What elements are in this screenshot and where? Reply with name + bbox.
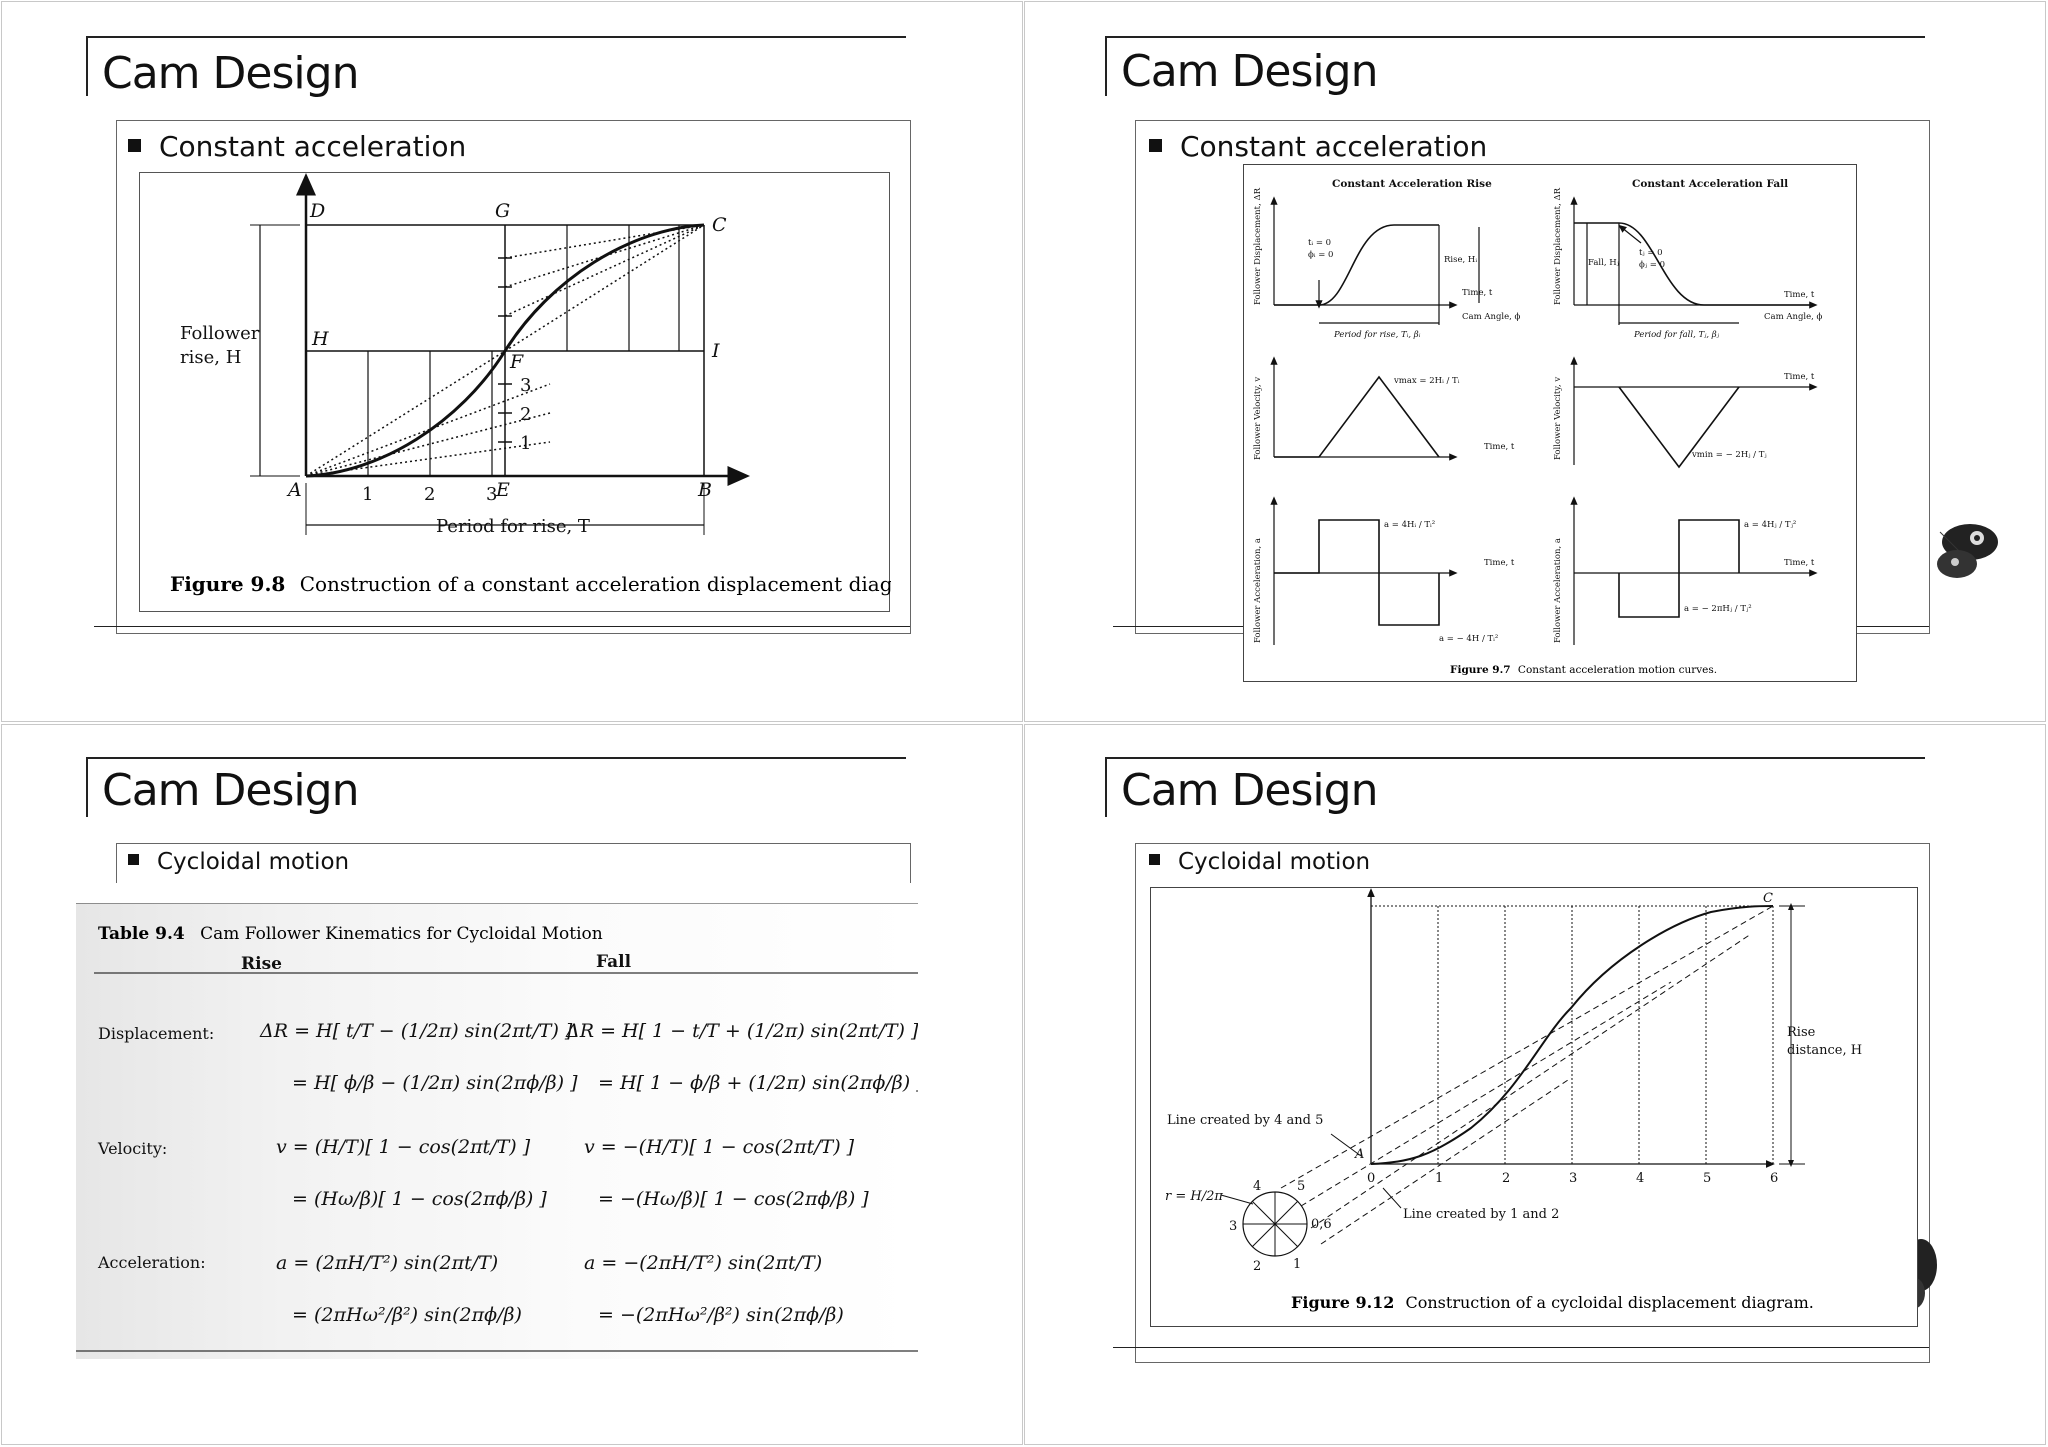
fall-eq-2: = H[ 1 − ϕ/β + (1/2π) sin(2πϕ/β) ] [598,1072,918,1094]
fall-eq-5: a = −(2πH/T²) sin(2πt/T) [584,1252,823,1274]
time-label-1: Time, t [1462,288,1493,298]
rise-eq-1: ΔR = H[ t/T − (1/2π) sin(2πt/T) ] [260,1020,573,1042]
label-a: A [288,479,302,501]
slide-title: Cam Design [102,48,359,99]
row-velocity: Velocity: [98,1139,168,1158]
tick-4: 4 [1636,1171,1645,1186]
label-c: C [712,214,727,236]
bullet-square-icon [128,139,141,152]
title-rule-vertical [1105,757,1107,817]
title-rule [1105,36,1925,38]
bullet-square-icon [128,854,139,865]
rise-eq-6: = (2πHω²/β²) sin(2πϕ/β) [292,1304,522,1326]
bullet-text: Constant acceleration [1180,130,1488,163]
time-label-4: Time, t [1784,372,1815,382]
displacement-diagram [140,173,891,613]
ylabel-disp-fall: Follower Displacement, ΔR [1553,187,1563,305]
ylabel-vel-fall: Follower Velocity, v [1553,376,1563,460]
circle-3: 3 [1229,1219,1238,1234]
ylabel-acc-rise: Follower Acceleration, a [1253,538,1263,643]
circle-1: 1 [1293,1257,1302,1272]
fall-title: Constant Acceleration Fall [1632,178,1789,190]
slide-title: Cam Design [102,765,359,816]
a-neg-rise: a = − 4H / Tᵢ² [1439,634,1499,644]
side-1: 1 [520,433,532,454]
title-rule-vertical [1105,36,1107,96]
bullet-square-icon [1149,854,1160,865]
rise-eq-4: = (Hω/β)[ 1 − cos(2πϕ/β) ] [292,1188,547,1210]
title-rule-vertical [86,36,88,96]
col-rise: Rise [241,954,282,974]
bullet-text: Cycloidal motion [157,849,350,875]
follower-label: Follower [180,323,260,344]
a-pos-fall: a = 4Hⱼ / Tⱼ² [1744,520,1797,530]
ylabel-disp-rise: Follower Displacement, ΔR [1253,187,1263,305]
tj-label: tⱼ = 0 [1639,248,1663,258]
butterfly-icon [1925,512,2005,592]
tick-3: 3 [486,484,498,505]
circle-2: 2 [1253,1259,1262,1274]
fall-eq-4: = −(Hω/β)[ 1 − cos(2πϕ/β) ] [598,1188,869,1210]
label-a: A [1355,1147,1365,1162]
side-2: 2 [520,404,532,425]
bullet-text: Constant acceleration [159,130,467,163]
label-i: I [712,340,720,362]
label-b: B [698,479,712,501]
title-rule [86,36,906,38]
vmax-label: vmax = 2Hᵢ / Tᵢ [1394,376,1460,386]
circle-06: 0,6 [1311,1217,1332,1232]
follower-rise-label: rise, H [180,347,242,368]
bullet-square-icon [1149,139,1162,152]
a-neg-fall: a = − 2πHⱼ / Tⱼ² [1684,604,1752,614]
phii-label: ϕᵢ = 0 [1308,250,1334,260]
title-rule [86,757,906,759]
row-acceleration: Acceleration: [98,1253,206,1272]
time-label-5: Time, t [1484,558,1515,568]
tick-1: 1 [1435,1171,1444,1186]
period-fall: Period for fall, Tⱼ, βⱼ [1634,330,1719,340]
tick-2: 2 [1502,1171,1511,1186]
a-pos-rise: a = 4Hᵢ / Tᵢ² [1384,520,1436,530]
tick-1: 1 [362,484,374,505]
label-e: E [496,479,510,501]
tick-6: 6 [1770,1171,1779,1186]
line-12-label: Line created by 1 and 2 [1403,1207,1560,1222]
fig98-caption: Figure 9.8 Construction of a constant acceleration displacement diagram. [170,572,891,596]
tick-5: 5 [1703,1171,1712,1186]
slide-title: Cam Design [1121,765,1378,816]
circle-4: 4 [1253,1179,1262,1194]
fall-eq-6: = −(2πHω²/β²) sin(2πϕ/β) [598,1304,844,1326]
rise-distance-label: distance, H [1787,1043,1863,1058]
fall-hj-label: Fall, Hⱼ [1588,258,1619,268]
fall-eq-1: ΔR = H[ 1 − t/T + (1/2π) sin(2πt/T) ] [566,1020,918,1042]
side-3: 3 [520,375,532,396]
period-rise: Period for rise, Tᵢ, βᵢ [1334,330,1421,340]
tick-3: 3 [1569,1171,1578,1186]
footer-rule [1113,1347,1929,1348]
cycloidal-table-content [76,903,918,1359]
rise-eq-2: = H[ ϕ/β − (1/2π) sin(2πϕ/β) ] [292,1072,578,1094]
bullet-item [1149,849,1370,875]
motion-curves [1244,165,1858,683]
figure-9-12 [1150,887,1918,1327]
bullet-text: Cycloidal motion [1178,849,1371,875]
figure-9-7 [1243,164,1857,682]
bullet-item [1149,130,1487,163]
slide-4 [1024,724,2046,1445]
title-rule [1105,757,1925,759]
fall-eq-3: v = −(H/T)[ 1 − cos(2πt/T) ] [584,1136,855,1158]
period-label: Period for rise, T [436,516,590,537]
tick-2: 2 [424,484,436,505]
cam-angle-2: Cam Angle, ϕ [1764,312,1823,322]
ylabel-acc-fall: Follower Acceleration, a [1553,538,1563,643]
ti-label: tᵢ = 0 [1308,238,1332,248]
time-label-2: Time, t [1784,290,1815,300]
label-f: F [510,351,524,373]
footer-rule [94,626,910,627]
fig912-caption: Figure 9.12 Construction of a cycloidal displacement diagram. [1291,1293,1814,1312]
title-rule-vertical [86,757,88,817]
col-fall: Fall [596,952,632,972]
tick-0: 0 [1367,1171,1376,1186]
cam-angle-1: Cam Angle, ϕ [1462,312,1521,322]
label-g: G [495,200,511,222]
time-label-6: Time, t [1784,558,1815,568]
row-displacement: Displacement: [98,1024,215,1043]
line-45-label: Line created by 4 and 5 [1167,1113,1324,1128]
slide-2 [1024,1,2046,722]
bullet-item [128,849,349,875]
rise-label: Rise [1787,1025,1816,1040]
bullet-item [128,130,466,163]
slide-1 [1,1,1023,722]
label-d: D [310,200,326,222]
rise-eq-3: v = (H/T)[ 1 − cos(2πt/T) ] [276,1136,531,1158]
circle-5: 5 [1297,1179,1306,1194]
rise-hi-label: Rise, Hᵢ [1444,255,1478,265]
cycloidal-diagram [1151,888,1919,1328]
label-h: H [312,328,329,350]
radius-label: r = H/2π [1165,1189,1223,1204]
vmin-label: vmin = − 2Hⱼ / Tⱼ [1692,450,1767,460]
rise-eq-5: a = (2πH/T²) sin(2πt/T) [276,1252,499,1274]
rise-title: Constant Acceleration Rise [1332,178,1492,190]
ylabel-vel-rise: Follower Velocity, v [1253,376,1263,460]
phij-label: ϕⱼ = 0 [1639,260,1665,270]
slide-title: Cam Design [1121,46,1378,97]
cycloidal-table [76,903,918,1359]
figure-9-8 [139,172,890,612]
time-label-3: Time, t [1484,442,1515,452]
fig97-caption: Figure 9.7 Constant acceleration motion curves. [1450,664,1718,676]
table-label: Table 9.4 Cam Follower Kinematics for Cycloidal Motion [98,924,603,944]
label-c: C [1763,891,1773,906]
